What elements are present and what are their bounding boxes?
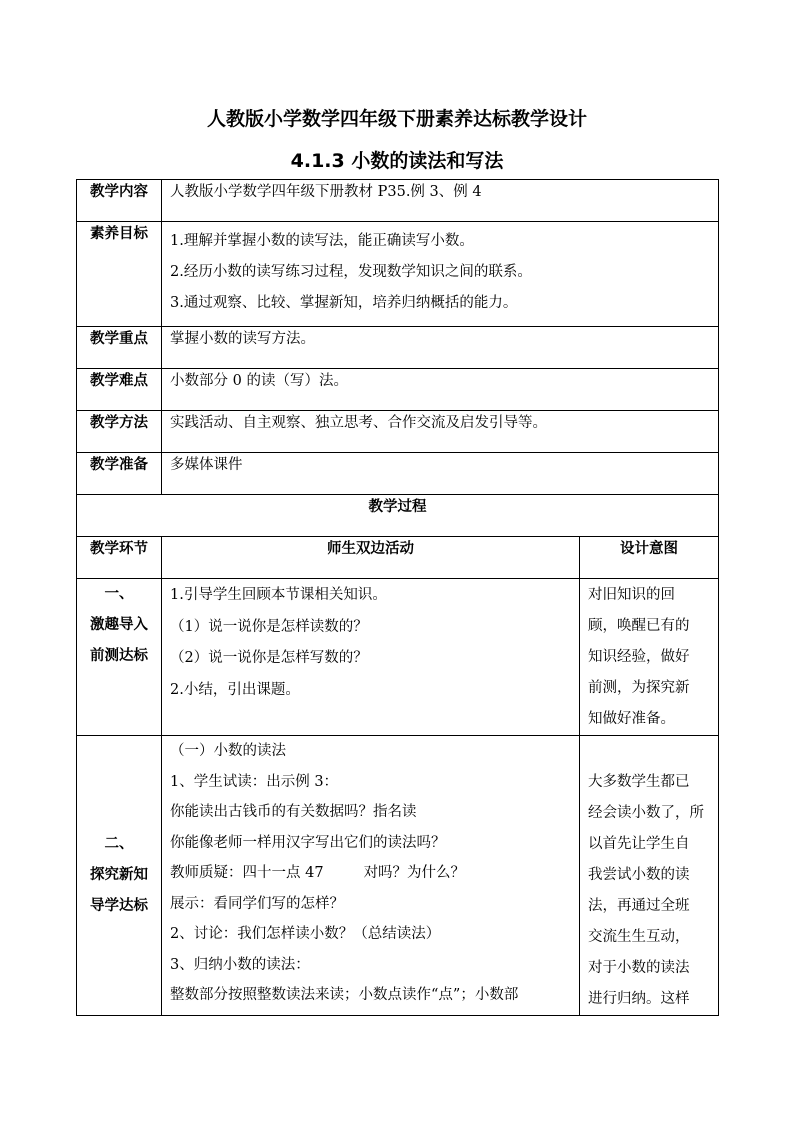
header-intent: 设计意图 xyxy=(580,537,719,579)
value-difficulty: 小数部分 0 的读（写）法。 xyxy=(162,369,719,411)
stage-2-intent-line-6: 交流生生互动， xyxy=(588,929,690,945)
stage-2-intent-line-2: 经会读小数了，所 xyxy=(588,805,704,821)
stage-2-name-line-2: 探究新知 xyxy=(90,867,148,883)
stage-1-activity-2: （1）说一说你是怎样读数的？ xyxy=(170,618,368,635)
value-prep: 多媒体课件 xyxy=(162,453,719,495)
label-content: 教学内容 xyxy=(77,180,162,222)
header-stage: 教学环节 xyxy=(77,537,162,579)
stage-1-activities xyxy=(162,579,580,736)
row-goals xyxy=(77,222,719,327)
stage-1-name xyxy=(77,579,162,736)
goal-item-3: 3.通过观察、比较、掌握新知，培养归纳概括的能力。 xyxy=(170,295,518,311)
stage-2-name xyxy=(77,736,162,1016)
stage-2-intent-line-7: 对于小数的读法 xyxy=(588,960,690,976)
value-content: 人教版小学数学四年级下册教材 P35.例 3、例 4 xyxy=(162,180,719,222)
label-method: 教学方法 xyxy=(77,411,162,453)
goal-item-2: 2.经历小数的读写练习过程，发现数学知识之间的联系。 xyxy=(170,264,532,280)
stage-2-intent-line-1: 大多数学生都已 xyxy=(588,774,690,790)
label-difficulty: 教学难点 xyxy=(77,369,162,411)
stage-2-name-line-3: 导学达标 xyxy=(90,898,148,914)
goal-item-1: 1.理解并掌握小数的读写法，能正确读写小数。 xyxy=(170,233,474,249)
stage-1-intent-line-5: 知做好准备。 xyxy=(588,711,675,727)
stage-2-intent xyxy=(580,736,719,1016)
row-stage-2 xyxy=(77,736,719,1016)
row-prep xyxy=(77,453,719,495)
stage-2-activity-5b: 对吗？为什么？ xyxy=(363,865,466,881)
stage-1-intent-line-2: 顾，唤醒已有的 xyxy=(588,618,690,634)
value-key-point: 掌握小数的读写方法。 xyxy=(162,327,719,369)
stage-2-activity-7: 2、讨论：我们怎样读小数？（总结读法） xyxy=(170,926,441,942)
document-title: 人教版小学数学四年级下册素养达标教学设计 xyxy=(206,108,587,130)
stage-2-activity-8: 3、归纳小数的读法： xyxy=(170,956,310,973)
row-method xyxy=(77,411,719,453)
stage-2-activity-3: 你能读出古钱币的有关数据吗？指名读 xyxy=(170,804,417,820)
stage-2-activities xyxy=(162,736,580,1016)
row-content xyxy=(77,180,719,222)
stage-2-name-line-1: 二、 xyxy=(104,836,134,852)
label-key-point: 教学重点 xyxy=(77,327,162,369)
row-process-title xyxy=(77,495,719,537)
stage-2-activity-2: 1、学生试读：出示例 3： xyxy=(170,773,339,790)
stage-1-activity-4: 2.小结，引出课题。 xyxy=(170,681,300,698)
stage-2-intent-line-5: 法，再通过全班 xyxy=(588,898,690,914)
stage-2-activity-5 xyxy=(170,858,571,889)
stage-1-intent-line-1: 对旧知识的回 xyxy=(588,587,675,603)
value-method: 实践活动、自主观察、独立思考、合作交流及启发引导等。 xyxy=(162,411,719,453)
value-goals xyxy=(162,222,719,327)
stage-2-intent-line-3: 以首先让学生自 xyxy=(588,836,690,852)
header-activities: 师生双边活动 xyxy=(162,537,580,579)
stage-2-intent-line-4: 我尝试小数的读 xyxy=(588,867,690,883)
label-prep: 教学准备 xyxy=(77,453,162,495)
stage-2-intent-line-8: 进行归纳。这样 xyxy=(588,991,690,1007)
stage-1-name-line-1: 一、 xyxy=(104,586,134,602)
stage-1-name-line-3: 前测达标 xyxy=(90,648,148,664)
stage-1-intent-line-3: 知识经验，做好 xyxy=(588,649,690,665)
process-title: 教学过程 xyxy=(77,495,719,537)
stage-1-intent-line-4: 前测，为探究新 xyxy=(588,680,690,696)
stage-2-activity-4: 你能像老师一样用汉字写出它们的读法吗？ xyxy=(170,834,446,851)
row-difficulty xyxy=(77,369,719,411)
lesson-plan-table xyxy=(76,179,719,1016)
stage-1-intent xyxy=(580,579,719,736)
stage-1-name-line-2: 激趣导入 xyxy=(90,617,148,633)
row-stage-1 xyxy=(77,579,719,736)
stage-1-activity-1: 1.引导学生回顾本节课相关知识。 xyxy=(170,587,387,603)
stage-1-activity-3: （2）说一说你是怎样写数的？ xyxy=(170,650,368,666)
stage-2-activity-9: 整数部分按照整数读法来读；小数点读作“点”；小数部 xyxy=(170,987,519,1003)
stage-2-activity-6: 展示：看同学们写的怎样？ xyxy=(170,895,344,912)
label-goals: 素养目标 xyxy=(77,222,162,327)
row-process-headers xyxy=(77,537,719,579)
row-key-point xyxy=(77,327,719,369)
stage-2-activity-5a: 教师质疑：四十一点 47 xyxy=(170,865,324,881)
stage-2-activity-1: （一）小数的读法 xyxy=(170,743,286,759)
lesson-title: 4.1.3 小数的读法和写法 xyxy=(290,150,504,172)
